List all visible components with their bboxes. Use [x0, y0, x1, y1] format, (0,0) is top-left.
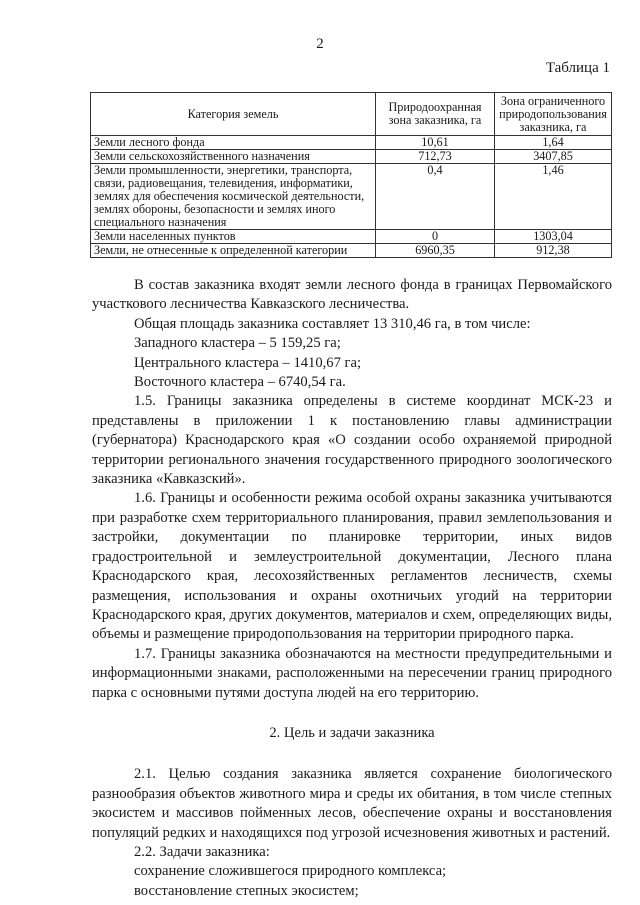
- cell-protection-value: 0,4: [376, 164, 495, 230]
- cell-limited-value: 1303,04: [495, 230, 612, 244]
- table-row: [91, 150, 612, 164]
- cell-category: Земли, не отнесенные к определенной категории: [91, 244, 376, 258]
- table-header-row: [91, 93, 612, 136]
- paragraph: 1.5. Границы заказника определены в системе координат МСК-23 и представлены в приложении 1 к постановлению главы администрации (губернатора) Краснодарского края «О создании особо охраняемой природной территории регионального значения государственного природного зоологического заказника «Кавказский».: [92, 393, 612, 488]
- cell-protection-value: 6960,35: [376, 244, 495, 258]
- cell-category: Земли лесного фонда: [91, 136, 376, 150]
- header-protection-zone: Природоохранная зона заказника, га: [376, 93, 495, 136]
- paragraph: 1.6. Границы и особенности режима особой охраны заказника учитываются при разработке схем территориального планирования, правил землепользования и застройки, документации по планировке территории, иных видов градостроительной и землеустроительной документации, Лесного плана Краснодарского края, лесохозяйственных регламентов лесничеств, схемы размещения, использования и охраны охотничьих угодий на территории Краснодарского края, других документов, материалов и схем, определяющих виды, объемы и размещение природопользования на территории природного парка.: [92, 490, 612, 643]
- cell-category: Земли промышленности, энергетики, транспорта, связи, радиовещания, телевидения, информатики, землях для обеспечения космической деятельности, землях обороны, безопасности и землях иного специального назначения: [91, 164, 376, 230]
- list-item: Центрального кластера – 1410,67 га;: [134, 354, 362, 371]
- paragraph: 2.1. Целью создания заказника является сохранение биологического разнообразия объектов животного мира и среды их обитания, в том числе степных экосистем и массивов пойменных лесов, обеспечение охраны и восстановления популяций редких и находящихся под угрозой исчезновения животных и растений.: [92, 766, 612, 841]
- table-row: [91, 164, 612, 230]
- cell-limited-value: 912,38: [495, 244, 612, 258]
- table-row: [91, 230, 612, 244]
- cell-category: Земли сельскохозяйственного назначения: [91, 150, 376, 164]
- paragraph: В состав заказника входят земли лесного фонда в границах Первомайского участкового лесничества Кавказского лесничества.: [92, 277, 612, 313]
- document-body: [92, 276, 612, 901]
- paragraph: 1.7. Границы заказника обозначаются на местности предупредительными и информационными знаками, расположенными на пересечении границ природного парка с основными путями доступа людей на его территорию.: [92, 645, 612, 701]
- table-row: [91, 136, 612, 150]
- cell-protection-value: 712,73: [376, 150, 495, 164]
- cell-limited-value: 1,64: [495, 136, 612, 150]
- cell-protection-value: 0: [376, 230, 495, 244]
- cell-limited-value: 3407,85: [495, 150, 612, 164]
- list-item: Восточного кластера – 6740,54 га.: [134, 374, 346, 391]
- paragraph: Общая площадь заказника составляет 13 310,46 га, в том числе:: [134, 315, 531, 332]
- header-category: Категория земель: [91, 93, 376, 136]
- cell-category: Земли населенных пунктов: [91, 230, 376, 244]
- page-number: 2: [316, 36, 324, 52]
- table-caption: Таблица 1: [545, 60, 610, 76]
- cell-protection-value: 10,61: [376, 136, 495, 150]
- land-category-table: [90, 92, 612, 258]
- cell-limited-value: 1,46: [495, 164, 612, 230]
- list-item: Западного кластера – 5 159,25 га;: [134, 335, 341, 352]
- header-limited-use-zone: Зона ограниченного природопользования заказника, га: [495, 93, 612, 136]
- list-item: восстановление степных экосистем;: [134, 882, 359, 899]
- list-item: сохранение сложившегося природного комплекса;: [134, 863, 447, 880]
- paragraph: 2.2. Задачи заказника:: [134, 843, 270, 860]
- section-heading: 2. Цель и задачи заказника: [269, 724, 435, 741]
- table-row: [91, 244, 612, 258]
